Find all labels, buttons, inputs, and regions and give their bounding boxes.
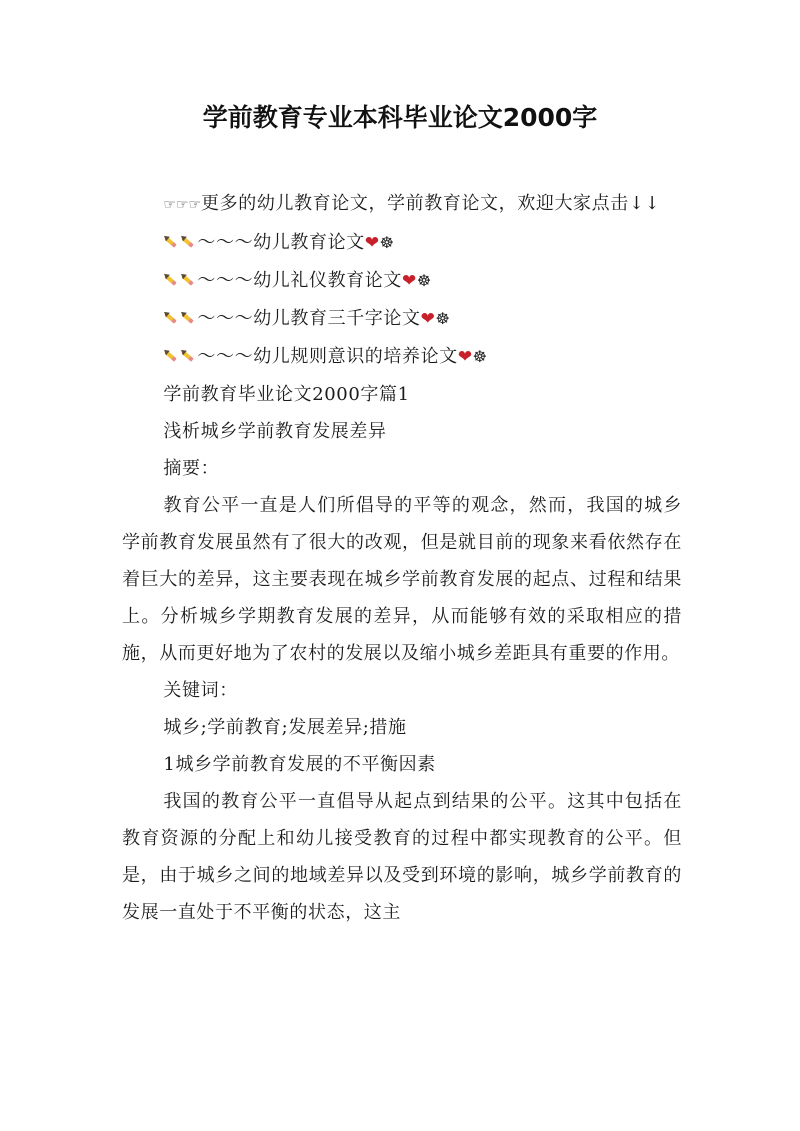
keywords-label: 关键词： xyxy=(163,680,238,701)
heart-icon: ❤ xyxy=(402,271,417,291)
pencil-icon xyxy=(180,235,194,249)
tilde-decoration: ～～～ xyxy=(197,308,254,329)
article-link-2[interactable] xyxy=(122,262,682,300)
article-link-label[interactable]: 幼儿礼仪教育论文 xyxy=(253,270,403,291)
section-heading: 1城乡学前教育发展的不平衡因素 xyxy=(163,754,436,775)
tilde-decoration: ～～～ xyxy=(197,270,254,291)
tilde-decoration: ～～～ xyxy=(197,232,254,253)
document-title: 学前教育专业本科毕业论文2000字 xyxy=(202,103,598,132)
abstract-paragraph: 教育公平一直是人们所倡导的平等的观念，然而，我国的城乡学前教育发展虽然有了很大的改观，但是就目前的现象来看依然存在着巨大的差异，这主要表现在城乡学前教育发展的起点、过程和结果上。分析城乡学期教育发展的差异，从而能够有效的采取相应的措施，从而更好地为了农村的发展以及缩小城乡差距具有重要的作用。 xyxy=(122,495,682,664)
pencil-icon xyxy=(163,349,177,363)
pencil-icon xyxy=(180,349,194,363)
heart-icon: ❤ xyxy=(457,347,473,367)
tilde-decoration: ～～～ xyxy=(197,346,254,367)
article-link-1[interactable] xyxy=(122,224,682,262)
pencil-icon xyxy=(163,273,177,287)
article-title: 浅析城乡学前教育发展差异 xyxy=(163,421,387,442)
pencil-icon xyxy=(180,311,194,325)
wheel-icon: ☸ xyxy=(472,347,488,366)
pointing-hand-icon: ☞☞☞ xyxy=(163,197,202,213)
keywords-paragraph: 城乡;学前教育;发展差异;措施 xyxy=(163,717,407,738)
article-link-4[interactable] xyxy=(122,338,682,376)
pencil-icon xyxy=(163,235,177,249)
article-link-label[interactable]: 幼儿规则意识的培养论文 xyxy=(253,346,458,367)
abstract-label: 摘要： xyxy=(163,458,220,479)
pencil-icon xyxy=(163,311,177,325)
wheel-icon: ☸ xyxy=(379,233,395,252)
article-link-3[interactable] xyxy=(122,300,682,338)
intro-text: 更多的幼儿教育论文，学前教育论文，欢迎大家点击↓↓ xyxy=(201,193,661,214)
document-body xyxy=(122,185,682,931)
section-paragraph: 我国的教育公平一直倡导从起点到结果的公平。这其中包括在教育资源的分配上和幼儿接受教育的过程中都实现教育的公平。但是，由于城乡之间的地域差异以及受到环境的影响，城乡学前教育的发展一直处于不平衡的状态，这主 xyxy=(122,791,682,923)
article-link-label[interactable]: 幼儿教育论文 xyxy=(253,232,365,253)
article-heading: 学前教育毕业论文2000字篇1 xyxy=(163,384,410,405)
heart-icon: ❤ xyxy=(364,233,380,253)
heart-icon: ❤ xyxy=(420,309,436,329)
wheel-icon: ☸ xyxy=(416,271,432,290)
intro-paragraph xyxy=(122,185,682,224)
wheel-icon: ☸ xyxy=(435,309,451,328)
article-link-label[interactable]: 幼儿教育三千字论文 xyxy=(253,308,421,329)
pencil-icon xyxy=(180,273,194,287)
